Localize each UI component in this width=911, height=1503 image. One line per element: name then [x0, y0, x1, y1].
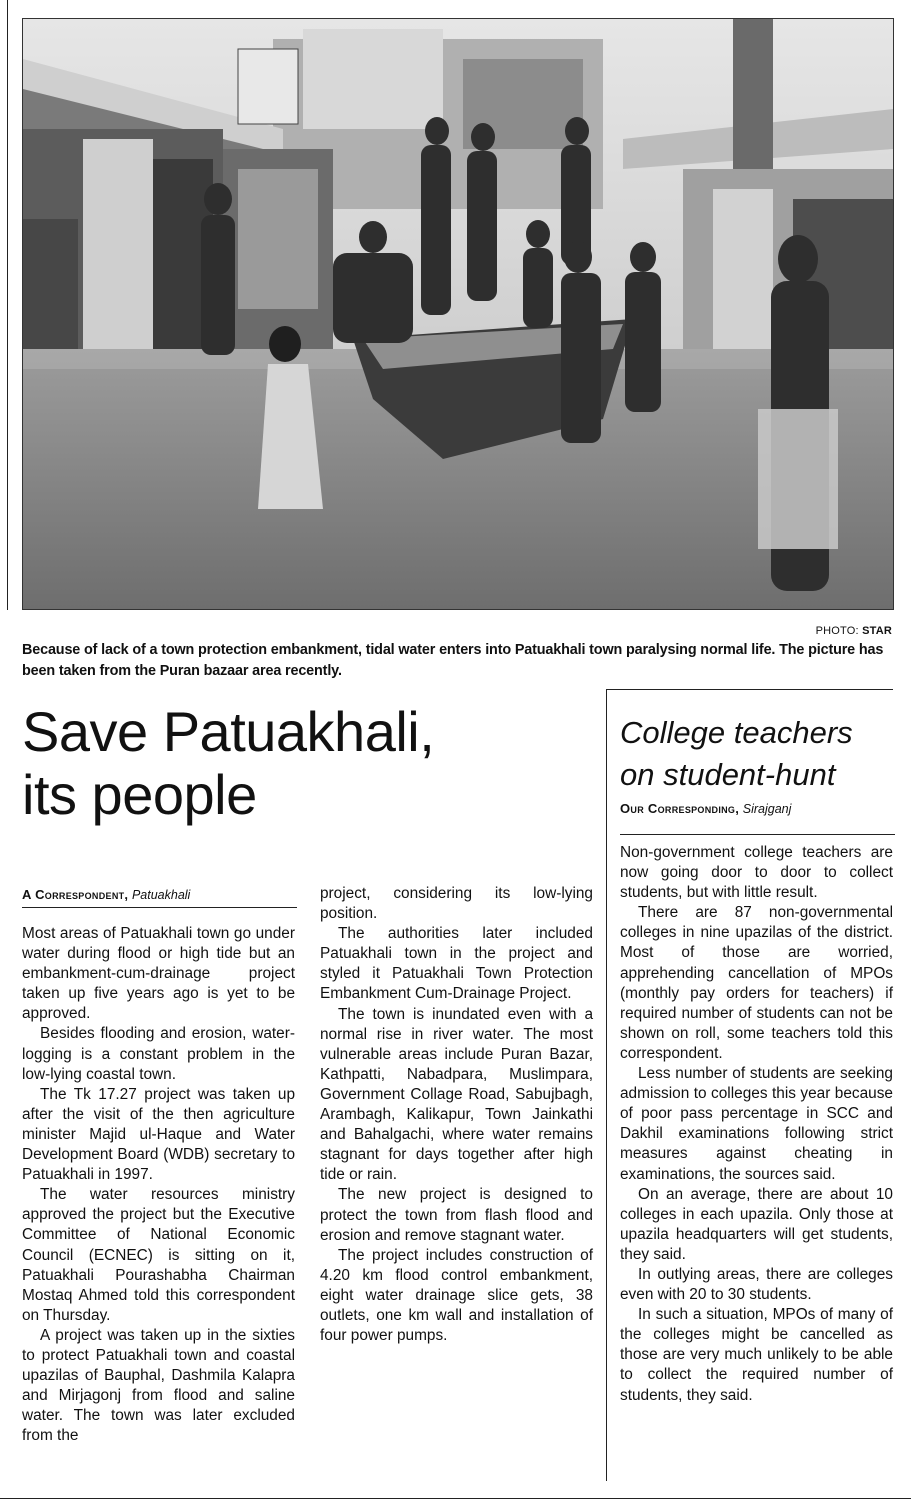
photo-credit-label: PHOTO:	[815, 625, 859, 637]
page-left-rule	[7, 0, 8, 610]
paragraph: Less number of students are seeking admission to colleges this year because of poor pass percentage in SCC and Dakhil examinations following strict measures against cheating in examinations, the sources said.	[620, 1065, 893, 1183]
paragraph: A project was taken up in the sixties to protect Patuakhali town and coastal upazilas of Bauphal, Dashmila Kalapra and Mirjagonj from flood and saline water. The town was later excluded from the	[22, 1326, 295, 1445]
paragraph: In outlying areas, there are colleges even with 20 to 30 students.	[620, 1265, 893, 1304]
side-byline-name: Our Corresponding,	[620, 801, 740, 816]
paragraph: On an average, there are about 10 colleges in each upazila. Only those at upazila headquarters will get students, they said.	[620, 1185, 893, 1263]
main-headline-line-1: Save Patuakhali,	[22, 700, 435, 763]
paragraph: The town is inundated even with a normal rise in river water. The most vulnerable areas include Puran Bazar, Kathpatti, Nabadpara, Muslimpara, Government Collage Road, Sabujbagh, Arambagh, Kalikapur, Town Jainkathi and Bahalgachi, where water remains stagnant for days together after high tide or rain.	[320, 1005, 593, 1184]
side-headline	[620, 712, 900, 796]
paragraph: The water resources ministry approved the project but the Executive Committee of National Economic Council (ECNEC) is sitting on it, Patuakhali Pourashabha Chairman Mostaq Ahmed told this correspondent on Thursday.	[22, 1186, 295, 1324]
paragraph: Besides flooding and erosion, water-logging is a constant problem in the low-lying coastal town.	[22, 1025, 295, 1083]
paragraph: In such a situation, MPOs of many of the colleges might be cancelled as those are very much unlikely to be able to collect the required number of students, they said.	[620, 1306, 893, 1404]
paragraph: Non-government college teachers are now going door to door to collect students, but with little result.	[620, 844, 893, 902]
paragraph: There are 87 non-governmental colleges in nine upazilas of the district. Most of those are worried, apprehending cancellation of MPOs (monthly pay orders for teachers) if required number of students can not be shown on roll, some teachers told this correspondent.	[620, 904, 893, 1062]
paragraph: The project includes construction of 4.20 km flood control embankment, eight water drainage slice gets, 38 outlets, one km wall and installation of four power pumps.	[320, 1246, 593, 1345]
photo-credit	[816, 625, 892, 637]
flood-scene-illustration	[23, 19, 893, 609]
page-bottom-rule	[0, 1498, 911, 1499]
paragraph: The authorities later included Patuakhali town in the project and styled it Patuakhali Town Protection Embankment Cum-Drainage Project.	[320, 925, 593, 1003]
paragraph: Most areas of Patuakhali town go under water during flood or high tide but an embankment-cum-drainage project taken up five years ago is yet to be approved.	[22, 925, 295, 1023]
side-byline	[620, 801, 895, 835]
side-headline-line-1: College teachers	[620, 715, 853, 750]
photo-caption: Because of lack of a town protection embankment, tidal water enters into Patuakhali town paralysing normal life. The picture has been taken from the Puran bazaar area recently.	[22, 642, 884, 679]
photo-credit-source: STAR	[862, 625, 892, 637]
main-byline-name: A Correspondent,	[22, 887, 129, 902]
side-byline-place: Sirajganj	[742, 802, 792, 816]
side-headline-line-2: on student-hunt	[620, 757, 836, 792]
main-headline	[22, 700, 607, 826]
main-story-column-2	[320, 884, 593, 1346]
news-photo	[22, 18, 894, 610]
side-story-top-rule	[606, 689, 893, 690]
main-headline-line-2: its people	[22, 763, 257, 826]
main-story-column-1	[22, 924, 295, 1446]
side-story-left-rule	[606, 689, 607, 1481]
paragraph: The new project is designed to protect the town from flash flood and erosion and remove stagnant water.	[320, 1186, 593, 1244]
side-story-column	[620, 843, 893, 1406]
paragraph-continued: project, considering its low-lying position.	[320, 885, 593, 923]
paragraph: The Tk 17.27 project was taken up after the visit of the then agriculture minister Majid ul-Haque and Water Development Board (WDB) secretary to Patuakhali in 1997.	[22, 1085, 295, 1184]
main-byline	[22, 887, 297, 908]
main-byline-place: Patuakhali	[131, 888, 191, 902]
